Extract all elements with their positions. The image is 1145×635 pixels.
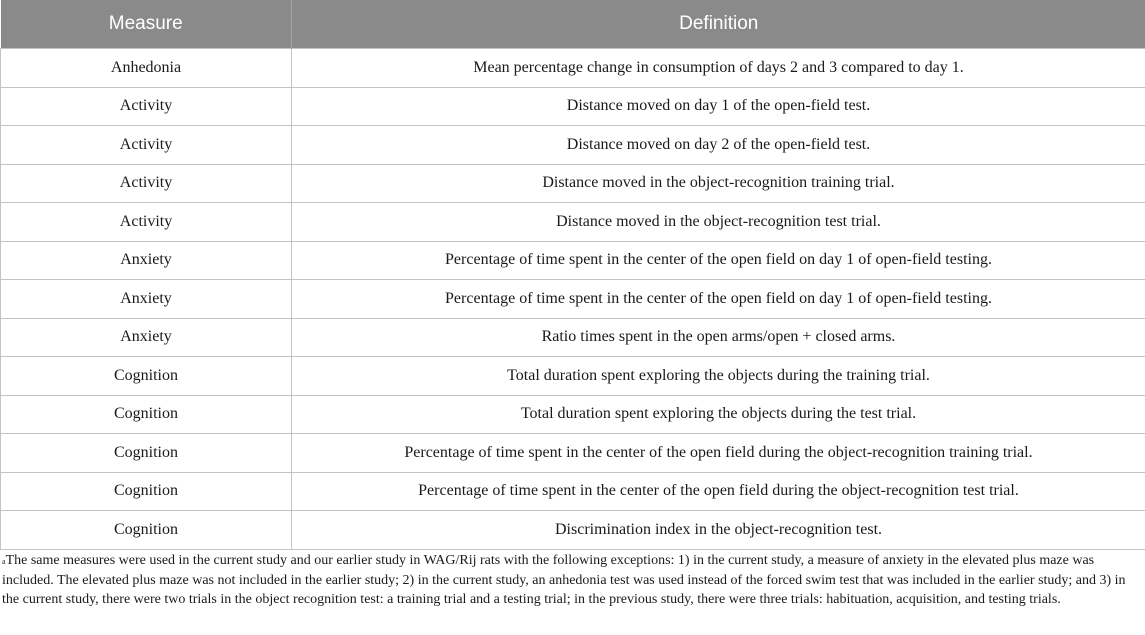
- definition-cell: Percentage of time spent in the center of the open field on day 1 of open-field testing.: [292, 280, 1145, 319]
- table-header-row: [1, 0, 1145, 49]
- table-row: [1, 318, 1145, 357]
- measure-cell: Cognition: [1, 511, 292, 550]
- table-row: [1, 241, 1145, 280]
- measure-cell: Activity: [1, 164, 292, 203]
- definition-cell: Percentage of time spent in the center of the open field during the object-recognition test trial.: [292, 472, 1145, 511]
- measure-cell: Activity: [1, 126, 292, 165]
- definition-cell: Total duration spent exploring the objects during the test trial.: [292, 395, 1145, 434]
- measure-cell: Cognition: [1, 395, 292, 434]
- table-row: [1, 357, 1145, 396]
- definition-cell: Discrimination index in the object-recognition test.: [292, 511, 1145, 550]
- definition-cell: Distance moved in the object-recognition training trial.: [292, 164, 1145, 203]
- definition-cell: Distance moved on day 2 of the open-field test.: [292, 126, 1145, 165]
- measure-cell: Cognition: [1, 357, 292, 396]
- definition-cell: Total duration spent exploring the objects during the training trial.: [292, 357, 1145, 396]
- footnote-marker: a: [2, 557, 6, 566]
- definition-cell: Distance moved in the object-recognition test trial.: [292, 203, 1145, 242]
- table-row: [1, 203, 1145, 242]
- measure-cell: Activity: [1, 203, 292, 242]
- measure-cell: Anhedonia: [1, 49, 292, 88]
- measure-cell: Activity: [1, 87, 292, 126]
- measure-cell: Anxiety: [1, 241, 292, 280]
- table-row: [1, 434, 1145, 473]
- column-header-measure: Measure: [1, 0, 292, 49]
- table-row: [1, 126, 1145, 165]
- table-row: [1, 49, 1145, 88]
- definition-cell: Percentage of time spent in the center of the open field on day 1 of open-field testing.: [292, 241, 1145, 280]
- measure-cell: Cognition: [1, 472, 292, 511]
- measure-cell: Cognition: [1, 434, 292, 473]
- footnote-text: The same measures were used in the current study and our earlier study in WAG/Rij rats with the following exceptions: 1) in the current study, a measure of anxiety in the elevated plus maze was included. The elevated plus maze was not included in the earlier study; 2) in the current study, an anhedonia test was used instead of the forced swim test that was included in the earlier study; and 3) in the current study, there were two trials in the object recognition test: a training trial and a testing trial; in the previous study, there were three trials: habituation, acquisition, and testing trials.: [2, 553, 1126, 607]
- table-row: [1, 472, 1145, 511]
- table-footnote: [2, 551, 1142, 610]
- table-row: [1, 511, 1145, 550]
- table-row: [1, 87, 1145, 126]
- definition-cell: Percentage of time spent in the center of the open field during the object-recognition training trial.: [292, 434, 1145, 473]
- definition-cell: Ratio times spent in the open arms/open + closed arms.: [292, 318, 1145, 357]
- column-header-definition: Definition: [292, 0, 1145, 49]
- definition-cell: Mean percentage change in consumption of days 2 and 3 compared to day 1.: [292, 49, 1145, 88]
- measure-cell: Anxiety: [1, 280, 292, 319]
- table-row: [1, 164, 1145, 203]
- table-row: [1, 280, 1145, 319]
- table-row: [1, 395, 1145, 434]
- measure-cell: Anxiety: [1, 318, 292, 357]
- definition-cell: Distance moved on day 1 of the open-field test.: [292, 87, 1145, 126]
